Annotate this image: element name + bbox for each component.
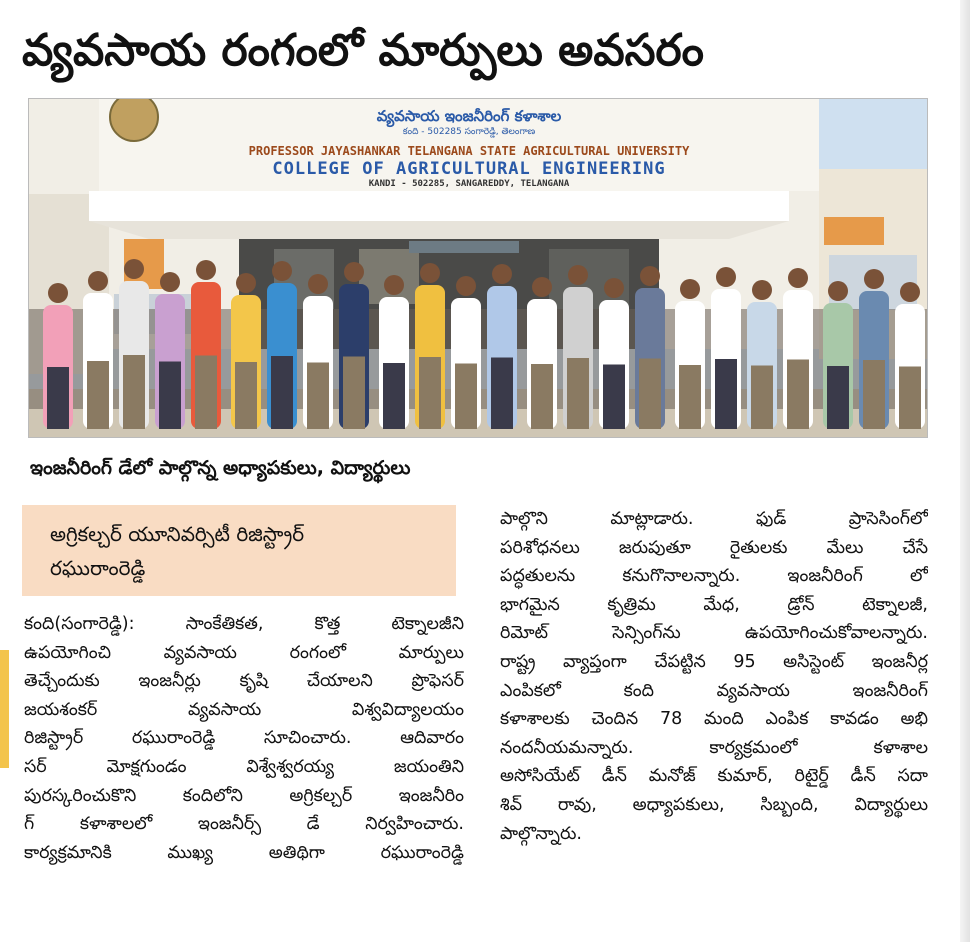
person-head: [196, 260, 216, 280]
person-head: [272, 261, 292, 281]
person-legs: [455, 364, 477, 430]
person-head: [344, 262, 364, 282]
text-line: కంది(సంగారెడ్డి): సాంకేతికత, కొత్త టెక్నాలజీని: [24, 614, 464, 634]
person-head: [752, 280, 772, 300]
person-head: [492, 264, 512, 284]
person-legs: [491, 358, 513, 430]
person-head: [236, 273, 256, 293]
text-line: భాగమైన కృత్రిమ మేధ, డ్రోన్ టెక్నాలజీ,: [500, 594, 928, 615]
person-legs: [715, 359, 737, 429]
person-head: [160, 272, 180, 292]
text-line: నందనీయమన్నారు. కార్యక్రమంలో కళాశాల: [500, 737, 928, 758]
sign-college-name: COLLEGE OF AGRICULTURAL ENGINEERING: [272, 159, 666, 179]
person-legs: [123, 355, 145, 429]
person-legs: [159, 362, 181, 430]
text-line: సర్ మోక్షగుండం విశ్వేశ్వరయ్య జయంతిని: [24, 756, 464, 777]
person-head: [716, 267, 736, 287]
text-line: ఉపయోగించి వ్యవసాయ రంగంలో మార్పులు: [24, 642, 464, 663]
person-head: [384, 275, 404, 295]
headline: వ్యవసాయ రంగంలో మార్పులు అవసరం: [22, 25, 704, 76]
sign-telugu-address: కంది - 502285 సంగారెడ్డి, తెలంగాణ: [402, 127, 536, 137]
text-line: రిమోట్ సెన్సింగ్‌ను ఉపయోగించుకోవాలన్నారు.: [500, 623, 928, 644]
person-legs: [751, 366, 773, 430]
photo-caption: ఇంజనీరింగ్ డేలో పాల్గొన్న అధ్యాపకులు, విద్యార్థులు: [30, 457, 411, 479]
text-line: పాల్గొన్నారు.: [500, 823, 582, 844]
person-head: [788, 268, 808, 288]
subheading-line-2: రఘురాంరెడ్డి: [50, 556, 146, 580]
text-line: కార్యక్రమానికి ముఖ్య అతిథిగా రఘురాంరెడ్డి: [24, 842, 464, 863]
person-head: [604, 278, 624, 298]
text-line: శివ్ రావు, అధ్యాపకులు, సిబ్బంది, విద్యార్థులు: [500, 794, 928, 815]
text-line: అసోసియేట్ డీన్ మనోజ్ కుమార్, రిటైర్డ్ డీన్ సదా: [500, 766, 928, 787]
person-head: [308, 274, 328, 294]
sign-university-name: PROFESSOR JAYASHANKAR TELANGANA STATE AGRICULTURAL UNIVERSITY: [248, 144, 690, 158]
accent-bar: [0, 650, 9, 768]
person-legs: [899, 367, 921, 430]
text-line: తెచ్చేందుకు ఇంజనీర్లు కృషి చేయాలని ప్రొఫెసర్: [24, 671, 464, 692]
text-line: పాల్గొని మాట్లాడారు. ఫుడ్ ప్రాసెసింగ్‌లో: [500, 509, 928, 529]
subheading-box: [22, 505, 456, 596]
group-photo: [28, 98, 928, 438]
person-legs: [47, 367, 69, 429]
person-legs: [419, 357, 441, 429]
person-head: [864, 269, 884, 289]
person-legs: [195, 356, 217, 430]
text-line: జయశంకర్ వ్యవసాయ విశ్వవిద్యాలయం: [24, 699, 464, 720]
person-head: [828, 281, 848, 301]
person-legs: [679, 365, 701, 429]
text-line: కళాశాలకు చెందిన 78 మంది ఎంపిక కావడం అభి: [500, 709, 928, 730]
person-legs: [235, 362, 257, 429]
person-legs: [603, 365, 625, 430]
text-line: ఎంపికలో కంది వ్యవసాయ ఇంజనీరింగ్: [500, 680, 928, 701]
person-head: [680, 279, 700, 299]
person-legs: [271, 356, 293, 429]
person-head: [420, 263, 440, 283]
person-legs: [863, 360, 885, 429]
person-legs: [531, 364, 553, 429]
person-head: [900, 282, 920, 302]
person-legs: [787, 360, 809, 430]
text-line: పద్ధతులను కనుగొనాలన్నారు. ఇంజనీరింగ్ లో: [500, 566, 928, 587]
person-legs: [383, 363, 405, 429]
person-legs: [343, 357, 365, 430]
person-head: [48, 283, 68, 303]
person-head: [88, 271, 108, 291]
text-line: పురస్కరించుకొని కందిలోని అగ్రికల్చర్ ఇంజనీరిం: [24, 785, 464, 806]
article-column-right: [500, 505, 928, 848]
person-head: [124, 259, 144, 279]
person-legs: [827, 366, 849, 429]
article-column-left: [24, 610, 464, 867]
person-head: [532, 277, 552, 297]
page-edge: [960, 0, 970, 942]
sign-telugu-title: వ్యవసాయ ఇంజనీరింగ్ కళాశాల: [376, 107, 562, 125]
person-head: [568, 265, 588, 285]
person-head: [456, 276, 476, 296]
sign-college-address: KANDI - 502285, SANGAREDDY, TELANGANA: [368, 179, 570, 189]
person-legs: [307, 363, 329, 430]
text-line: రిజిస్ట్రార్ రఘురాంరెడ్డి సూచించారు. ఆదివారం: [24, 728, 464, 749]
person-legs: [87, 361, 109, 429]
text-line: పరిశోధనలు జరుపుతూ రైతులకు మేలు చేసే: [500, 537, 928, 558]
person-legs: [567, 358, 589, 429]
text-line: రాష్ట్ర వ్యాప్తంగా చేపట్టిన 95 అసిస్టెంట్ ఇంజనీర్ల: [500, 651, 928, 672]
person-legs: [639, 359, 661, 430]
subheading-line-1: అగ్రికల్చర్ యూనివర్సిటీ రిజిస్ట్రార్: [50, 522, 305, 546]
text-line: గ్ కళాశాలలో ఇంజనీర్స్ డే నిర్వహించారు.: [24, 814, 464, 835]
person-head: [640, 266, 660, 286]
